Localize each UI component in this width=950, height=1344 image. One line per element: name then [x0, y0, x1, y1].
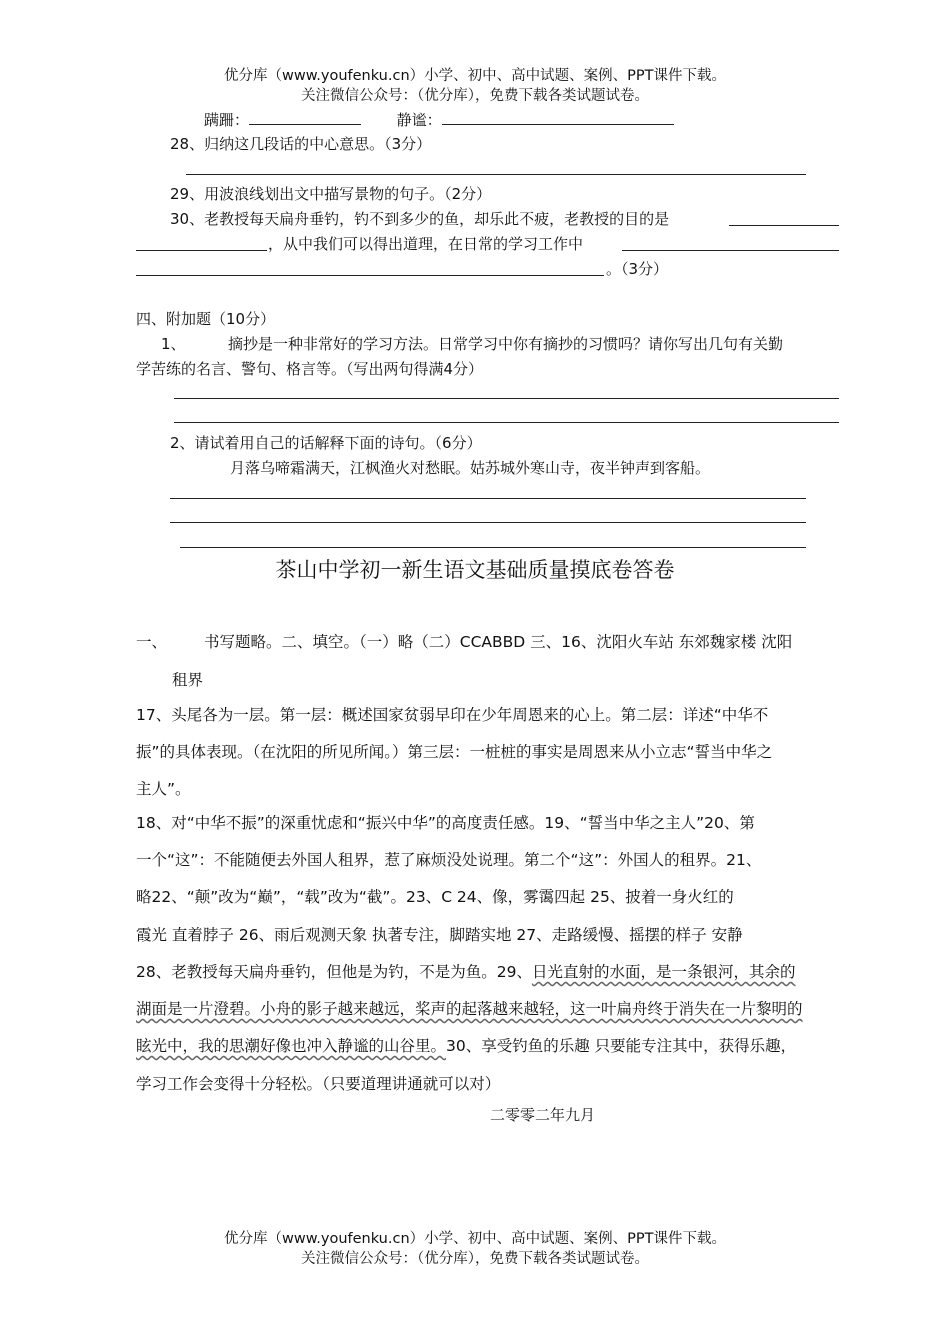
extra-item-2-line-1[interactable]	[170, 498, 806, 499]
extra-item-1-line-1[interactable]	[174, 398, 839, 399]
question-29: 29、用波浪线划出文中描写景物的句子。（2分）	[170, 185, 492, 203]
q30-blank-4[interactable]	[136, 275, 604, 276]
answer-line-2: 租界	[172, 671, 204, 689]
header-line-2: 关注微信公众号：（优分库），免费下载各类试题试卷。	[301, 88, 649, 104]
question-30-part-3: 。（3分）	[606, 260, 669, 278]
q27-label-1: 蹒跚：	[204, 111, 250, 129]
question-30-part-2: ，从中我们可以得出道理，在日常的学习工作中	[268, 235, 584, 253]
answer-line-3: 17、头尾各为一层。第一层：概述国家贫弱早印在少年周恩来的心上。第二层：详述“中华不	[136, 706, 769, 724]
footer-line-1: 优分库（www.youfenku.cn）小学、初中、高中试题、案例、PPT课件下载。	[224, 1231, 726, 1247]
header-line-1: 优分库（www.youfenku.cn）小学、初中、高中试题、案例、PPT课件下载。	[224, 68, 726, 84]
answer-line-10-wavy: 日光直射的水面，是一条银河，其余的	[531, 963, 796, 981]
answer-line-9: 霞光 直着脖子 26、雨后观测天象 执著专注，脚踏实地 27、走路缓慢、摇摆的样子 安静	[136, 926, 743, 944]
answer-line-12	[136, 1034, 796, 1056]
footer-line-2: 关注微信公众号：（优分库），免费下载各类试题试卷。	[301, 1251, 649, 1267]
answer-line-12-b: 30、享受钓鱼的乐趣 只要能专注其中，获得乐趣，	[446, 1037, 797, 1055]
question-28: 28、归纳这几段话的中心意思。（3分）	[170, 135, 432, 153]
extra-item-1-text-2: 学苦练的名言、警句、格言等。（写出两句得满4分）	[136, 360, 484, 378]
extra-item-2-line-2[interactable]	[170, 522, 806, 523]
q27-label-2: 静谧：	[396, 111, 442, 129]
answer-line-1: 书写题略。二、填空。（一）略（二）CCABBD 三、16、沈阳火车站 东郊魏家楼 沈阳	[204, 633, 793, 651]
q28-answer-line[interactable]	[186, 174, 806, 175]
extra-item-2-line-3[interactable]	[180, 547, 806, 548]
answer-line-10-a: 28、老教授每天扁舟垂钓，但他是为钓，不是为鱼。29、	[136, 963, 532, 981]
q30-blank-2[interactable]	[136, 250, 267, 251]
extra-item-1-line-2[interactable]	[174, 422, 839, 423]
answer-line-13: 学习工作会变得十分轻松。（只要道理讲通就可以对）	[136, 1075, 501, 1093]
q27-blank-2[interactable]	[442, 110, 674, 125]
answer-line-5: 主人”。	[136, 780, 191, 798]
poem-text: 月落乌啼霜满天，江枫渔火对愁眠。姑苏城外寒山寺，夜半钟声到客船。	[230, 459, 711, 477]
q27-row	[204, 110, 674, 130]
answer-sheet-title: 茶山中学初一新生语文基础质量摸底卷答卷	[275, 558, 675, 582]
q30-blank-3[interactable]	[622, 250, 839, 251]
answer-line-6: 18、对“中华不振”的深重忧虑和“振兴中华”的高度责任感。19、“誓当中华之主人”20、第	[136, 814, 755, 832]
q27-blank-1[interactable]	[249, 110, 361, 125]
answer-line-7: 一个“这”：不能随便去外国人租界，惹了麻烦没处说理。第二个“这”：外国人的租界。21、	[136, 851, 762, 869]
answer-line-8: 略22、“颠”改为“巅”，“载”改为“截”。23、C 24、像，雾霭四起 25、披着一身火红的	[136, 888, 734, 906]
answer-line-12-wavy: 眩光中，我的思潮好像也冲入静谧的山谷里。	[136, 1037, 447, 1055]
answer-line-11-wavy: 湖面是一片澄碧。小舟的影子越来越远，桨声的起落越来越轻，这一叶扁舟终于消失在一片黎明的	[136, 1000, 803, 1018]
extra-heading: 四、附加题（10分）	[136, 310, 276, 328]
extra-item-2: 2、请试着用自己的话解释下面的诗句。（6分）	[170, 434, 482, 452]
extra-item-1-text-1: 摘抄是一种非常好的学习方法。日常学习中你有摘抄的习惯吗？请你写出几句有关勤	[228, 335, 784, 353]
question-30-part-1: 30、老教授每天扁舟垂钓，钓不到多少的鱼，却乐此不疲，老教授的目的是	[170, 210, 670, 228]
answer-line-4: 振”的具体表现。（在沈阳的所见所闻。）第三层：一桩桩的事实是周恩来从小立志“誓当中华之	[136, 743, 773, 761]
answer-date: 二零零二年九月	[490, 1106, 596, 1124]
answer-line-10	[136, 960, 795, 982]
extra-item-1-number: 1、	[161, 335, 186, 353]
q30-blank-1[interactable]	[729, 225, 839, 226]
answer-line-1-prefix: 一、	[136, 633, 168, 651]
